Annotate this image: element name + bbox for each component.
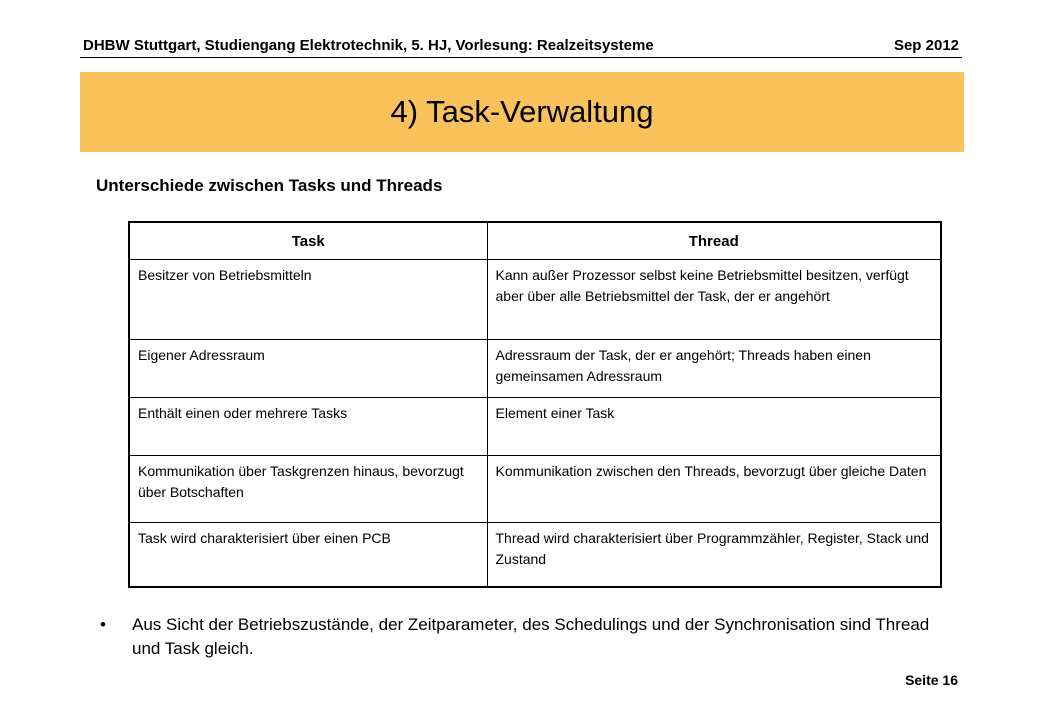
header-course: DHBW Stuttgart, Studiengang Elektrotechnik, 5. HJ, Vorlesung: Realzeitsysteme <box>83 37 654 54</box>
table-row <box>129 340 941 398</box>
task-cell: Task wird charakterisiert über einen PCB <box>129 523 487 587</box>
thread-cell: Kommunikation zwischen den Threads, bevorzugt über gleiche Daten <box>487 456 941 523</box>
title-band <box>80 72 964 152</box>
task-cell: Eigener Adressraum <box>129 340 487 398</box>
header-divider <box>80 57 962 58</box>
section-heading: Unterschiede zwischen Tasks und Threads <box>96 176 443 195</box>
task-cell: Enthält einen oder mehrere Tasks <box>129 398 487 456</box>
table-row <box>129 523 941 587</box>
header-date: Sep 2012 <box>893 37 959 54</box>
page-number: Seite 16 <box>905 672 958 688</box>
task-cell: Besitzer von Betriebsmitteln <box>129 260 487 340</box>
column-header-task: Task <box>129 222 487 260</box>
thread-cell: Thread wird charakterisiert über Programmzähler, Register, Stack und Zustand <box>487 523 941 587</box>
thread-cell: Element einer Task <box>487 398 941 456</box>
thread-cell: Adressraum der Task, der er angehört; Threads haben einen gemeinsamen Adressraum <box>487 340 941 398</box>
bullet-item <box>100 613 960 661</box>
thread-cell: Kann außer Prozessor selbst keine Betriebsmittel besitzen, verfügt aber über alle Betriebsmittel der Task, der er angehört <box>487 260 941 340</box>
table-row <box>129 260 941 340</box>
table-header-row <box>129 222 941 260</box>
table-row <box>129 456 941 523</box>
column-header-thread: Thread <box>487 222 941 260</box>
slide-header <box>83 36 959 56</box>
table-row <box>129 398 941 456</box>
bullet-text: Aus Sicht der Betriebszustände, der Zeitparameter, des Schedulings und der Synchronisation sind Thread und Task gleich. <box>132 615 930 658</box>
comparison-table <box>128 221 942 588</box>
task-cell: Kommunikation über Taskgrenzen hinaus, bevorzugt über Botschaften <box>129 456 487 523</box>
slide-title: 4) Task-Verwaltung <box>390 94 654 129</box>
bullet-marker: • <box>100 615 106 634</box>
